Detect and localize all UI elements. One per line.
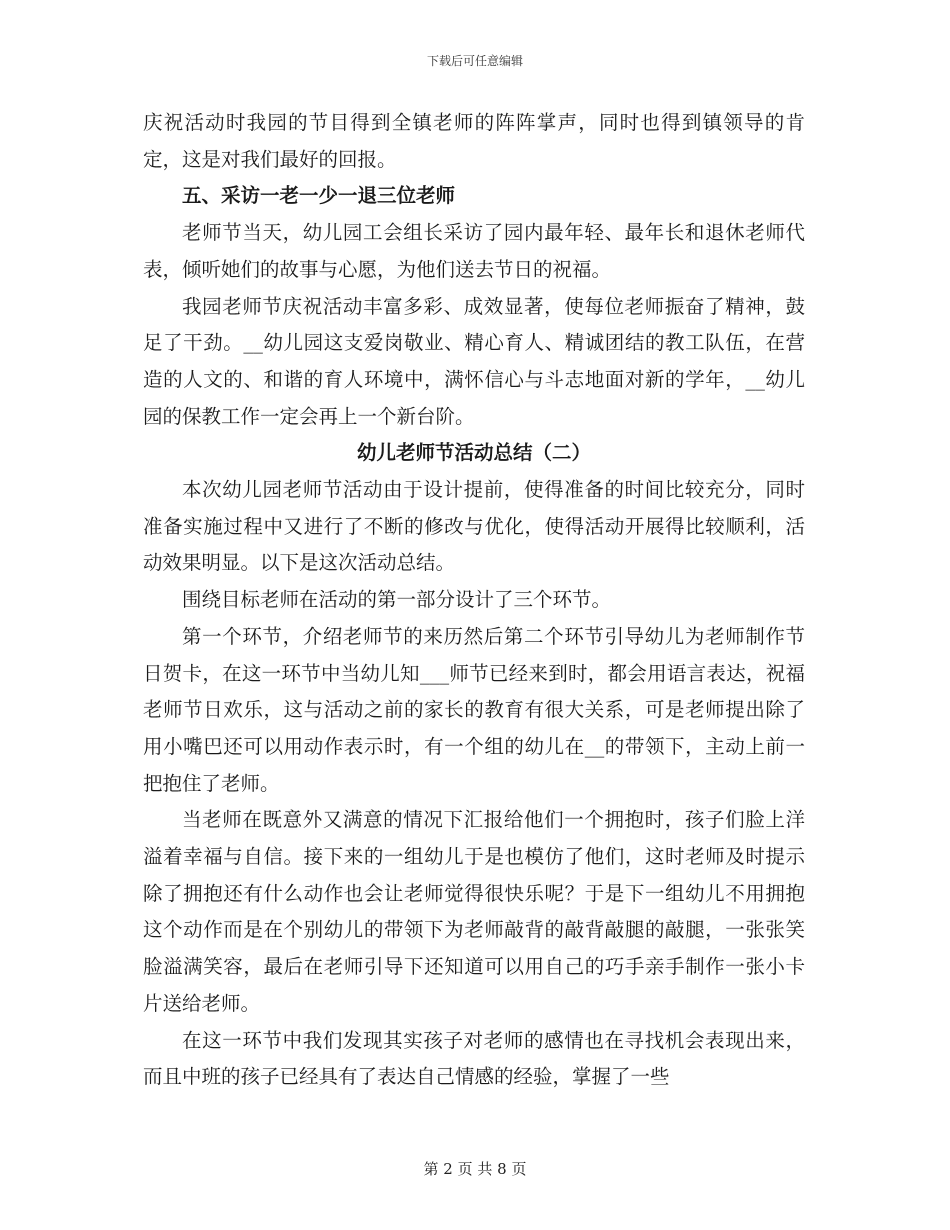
document-body (143, 105, 805, 1096)
page-number: 第 2 页 共 8 页 (423, 1160, 527, 1178)
paragraph: 我园老师节庆祝活动丰富多彩、成效显著，使每位老师振奋了精神，鼓足了干劲。__幼儿园这支爱岗敬业、精心育人、精诚团结的教工队伍，在营造的人文的、和谐的育人环境中，满怀信心与斗志地面对新的学年，__幼儿园的保教工作一定会再上一个新台阶。 (143, 294, 805, 428)
paragraph: 老师节当天，幼儿园工会组长采访了园内最年轻、最年长和退休老师代表，倾听她们的故事与心愿，为他们送去节日的祝福。 (143, 221, 805, 281)
section-heading: 五、采访一老一少一退三位老师 (182, 184, 456, 208)
paragraph: 在这一环节中我们发现其实孩子对老师的感情也在寻找机会表现出来，而且中班的孩子已经具有了表达自己情感的经验，掌握了一些 (143, 1028, 805, 1089)
paragraph: 当老师在既意外又满意的情况下汇报给他们一个拥抱时，孩子们脸上洋溢着幸福与自信。接下来的一组幼儿于是也模仿了他们，这时老师及时提示除了拥抱还有什么动作也会让老师觉得很快乐呢？于是下一组幼儿不用拥抱这个动作而是在个别幼儿的带领下为老师敲背的敲背敲腿的敲腿，一张张笑脸溢满笑容，最后在老师引导下还知道可以用自己的巧手亲手制作一张小卡片送给老师。 (143, 808, 805, 1015)
paragraph: 庆祝活动时我园的节目得到全镇老师的阵阵掌声，同时也得到镇领导的肯定，这是对我们最好的回报。 (143, 111, 805, 171)
page-header-note: 下载后可任意编辑 (426, 54, 523, 68)
paragraph: 本次幼儿园老师节活动由于设计提前，使得准备的时间比较充分，同时准备实施过程中又进行了不断的修改与优化，使得活动开展得比较顺利，活动效果明显。以下是这次活动总结。 (143, 478, 805, 575)
section-title: 幼儿老师节活动总结（二） (356, 441, 591, 465)
paragraph: 围绕目标老师在活动的第一部分设计了三个环节。 (182, 588, 612, 612)
paragraph: 第一个环节，介绍老师节的来历然后第二个环节引导幼儿为老师制作节日贺卡，在这一环节中当幼儿知___师节已经来到时，都会用语言表达，祝福老师节日欢乐，这与活动之前的家长的教育有很大关系，可是老师提出除了用小嘴巴还可以用动作表示时，有一个组的幼儿在__的带领下，主动上前一把抱住了老师。 (143, 624, 805, 795)
